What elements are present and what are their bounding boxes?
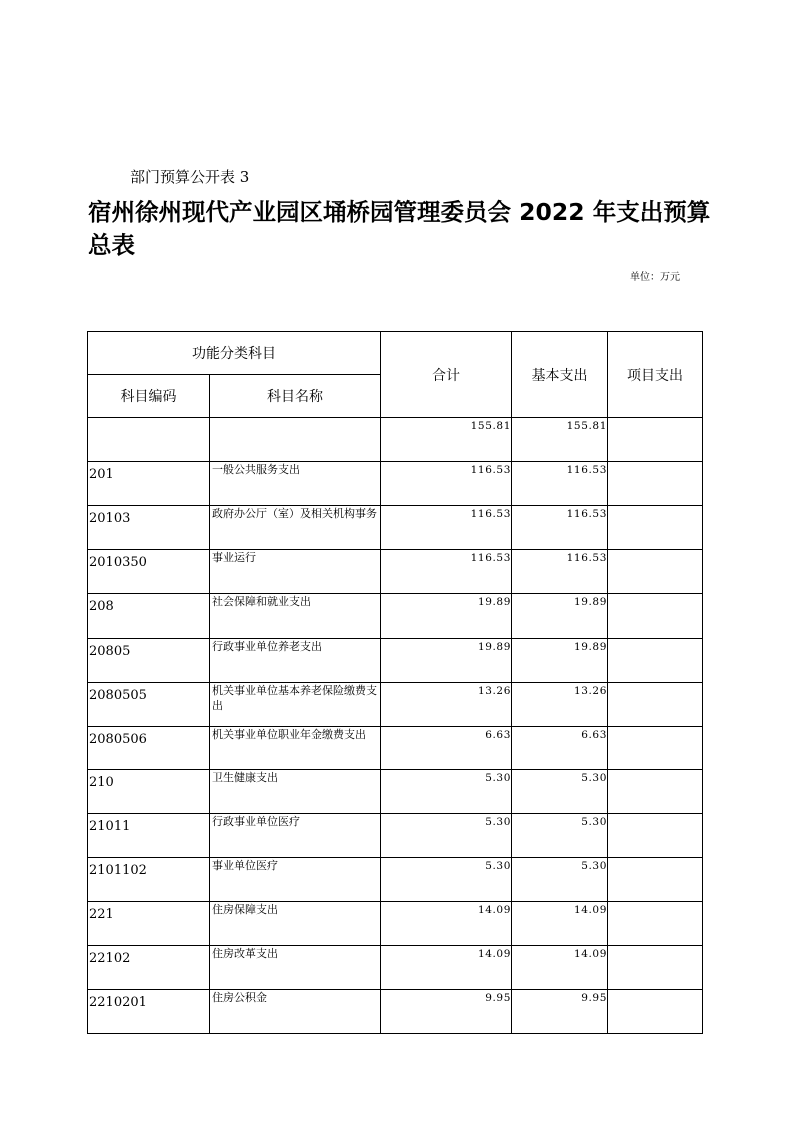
subject-code-cell: 20103 bbox=[88, 506, 210, 550]
subject-name-cell: 住房改革支出 bbox=[210, 946, 381, 990]
subject-name-cell: 机关事业单位基本养老保险缴费支出 bbox=[210, 683, 381, 727]
subject-code-cell: 208 bbox=[88, 594, 210, 639]
total-cell: 19.89 bbox=[381, 639, 512, 683]
basic-cell: 116.53 bbox=[512, 506, 608, 550]
total-cell: 116.53 bbox=[381, 462, 512, 506]
subject-name-cell: 事业运行 bbox=[210, 550, 381, 594]
total-cell: 6.63 bbox=[381, 727, 512, 770]
page-title: 宿州徐州现代产业园区埇桥园管理委员会 2022 年支出预算总表 bbox=[88, 198, 711, 259]
table-row bbox=[88, 770, 703, 814]
subject-code-cell: 221 bbox=[88, 902, 210, 946]
table-row bbox=[88, 902, 703, 946]
header-total: 合计 bbox=[381, 332, 512, 418]
header-project-expenditure: 项目支出 bbox=[608, 332, 703, 418]
total-cell: 116.53 bbox=[381, 550, 512, 594]
total-cell: 116.53 bbox=[381, 506, 512, 550]
total-cell: 5.30 bbox=[381, 858, 512, 902]
basic-cell: 14.09 bbox=[512, 946, 608, 990]
basic-cell: 116.53 bbox=[512, 462, 608, 506]
subject-code-cell: 2080505 bbox=[88, 683, 210, 727]
table-row bbox=[88, 858, 703, 902]
project-cell bbox=[608, 683, 703, 727]
table-number: 部门预算公开表 3 bbox=[130, 168, 250, 186]
table-row bbox=[88, 594, 703, 639]
total-cell: 19.89 bbox=[381, 594, 512, 639]
project-cell bbox=[608, 946, 703, 990]
total-cell: 14.09 bbox=[381, 902, 512, 946]
header-function-category: 功能分类科目 bbox=[88, 332, 381, 375]
table-row bbox=[88, 814, 703, 858]
subject-code-cell: 210 bbox=[88, 770, 210, 814]
table-row bbox=[88, 683, 703, 727]
basic-cell: 14.09 bbox=[512, 902, 608, 946]
subject-name-cell: 社会保障和就业支出 bbox=[210, 594, 381, 639]
subject-code-cell: 2010350 bbox=[88, 550, 210, 594]
project-cell bbox=[608, 770, 703, 814]
project-cell bbox=[608, 506, 703, 550]
project-cell bbox=[608, 990, 703, 1034]
subject-name-cell: 一般公共服务支出 bbox=[210, 462, 381, 506]
project-cell bbox=[608, 858, 703, 902]
budget-table bbox=[87, 331, 703, 1034]
subject-name-cell: 住房公积金 bbox=[210, 990, 381, 1034]
project-cell bbox=[608, 594, 703, 639]
subject-name-cell: 行政事业单位医疗 bbox=[210, 814, 381, 858]
table-row bbox=[88, 418, 703, 462]
table-row bbox=[88, 990, 703, 1034]
total-cell: 5.30 bbox=[381, 814, 512, 858]
project-cell bbox=[608, 639, 703, 683]
total-cell: 14.09 bbox=[381, 946, 512, 990]
table-row bbox=[88, 550, 703, 594]
subject-code-cell: 201 bbox=[88, 462, 210, 506]
table-row bbox=[88, 727, 703, 770]
total-cell: 13.26 bbox=[381, 683, 512, 727]
header-subject-code: 科目编码 bbox=[88, 375, 210, 418]
basic-cell: 13.26 bbox=[512, 683, 608, 727]
project-cell bbox=[608, 727, 703, 770]
header-basic-expenditure: 基本支出 bbox=[512, 332, 608, 418]
basic-cell: 19.89 bbox=[512, 594, 608, 639]
subject-code-cell: 2210201 bbox=[88, 990, 210, 1034]
unit-label: 单位：万元 bbox=[630, 272, 680, 283]
project-cell bbox=[608, 550, 703, 594]
subject-code-cell bbox=[88, 418, 210, 462]
basic-cell: 6.63 bbox=[512, 727, 608, 770]
basic-cell: 116.53 bbox=[512, 550, 608, 594]
subject-name-cell: 政府办公厅（室）及相关机构事务 bbox=[210, 506, 381, 550]
subject-name-cell: 行政事业单位养老支出 bbox=[210, 639, 381, 683]
subject-code-cell: 20805 bbox=[88, 639, 210, 683]
total-cell: 155.81 bbox=[381, 418, 512, 462]
header-subject-name: 科目名称 bbox=[210, 375, 381, 418]
basic-cell: 5.30 bbox=[512, 814, 608, 858]
project-cell bbox=[608, 418, 703, 462]
basic-cell: 9.95 bbox=[512, 990, 608, 1034]
total-cell: 5.30 bbox=[381, 770, 512, 814]
subject-name-cell: 卫生健康支出 bbox=[210, 770, 381, 814]
project-cell bbox=[608, 902, 703, 946]
total-cell: 9.95 bbox=[381, 990, 512, 1034]
table-row bbox=[88, 506, 703, 550]
basic-cell: 19.89 bbox=[512, 639, 608, 683]
subject-name-cell: 事业单位医疗 bbox=[210, 858, 381, 902]
table-row bbox=[88, 462, 703, 506]
basic-cell: 155.81 bbox=[512, 418, 608, 462]
basic-cell: 5.30 bbox=[512, 770, 608, 814]
project-cell bbox=[608, 462, 703, 506]
table-row bbox=[88, 946, 703, 990]
subject-code-cell: 2101102 bbox=[88, 858, 210, 902]
subject-code-cell: 2080506 bbox=[88, 727, 210, 770]
table-row bbox=[88, 639, 703, 683]
basic-cell: 5.30 bbox=[512, 858, 608, 902]
subject-name-cell: 住房保障支出 bbox=[210, 902, 381, 946]
project-cell bbox=[608, 814, 703, 858]
subject-name-cell bbox=[210, 418, 381, 462]
subject-name-cell: 机关事业单位职业年金缴费支出 bbox=[210, 727, 381, 770]
subject-code-cell: 21011 bbox=[88, 814, 210, 858]
subject-code-cell: 22102 bbox=[88, 946, 210, 990]
